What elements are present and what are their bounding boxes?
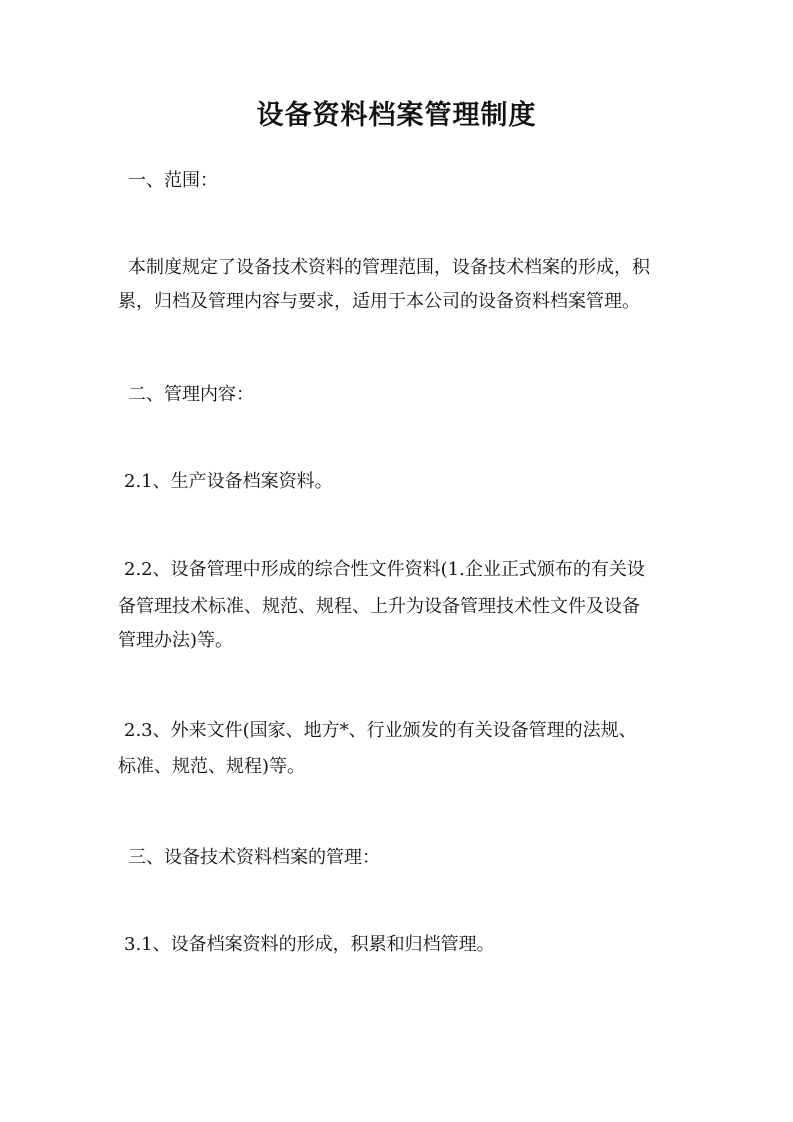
section-heading-archive-management: 三、设备技术资料档案的管理：	[128, 847, 380, 868]
paragraph-line: 2.2、设备管理中形成的综合性文件资料(1.企业正式颁布的有关设	[124, 559, 645, 580]
section-heading-management-content: 二、管理内容：	[128, 384, 254, 405]
paragraph-line: 管理办法)等。	[118, 630, 234, 651]
document-title: 设备资料档案管理制度	[256, 100, 537, 131]
item-2-1: 2.1、生产设备档案资料。	[124, 471, 333, 492]
paragraph-line: 2.3、外来文件(国家、地方*、行业颁发的有关设备管理的法规、	[124, 720, 637, 741]
section-heading-scope: 一、范围：	[128, 170, 218, 191]
paragraph-line: 标准、规范、规程)等。	[118, 756, 306, 777]
paragraph-line: 累，归档及管理内容与要求，适用于本公司的设备资料档案管理。	[118, 291, 640, 312]
paragraph-line: 备管理技术标准、规范、规程、上升为设备管理技术性文件及设备	[118, 596, 640, 617]
item-3-1: 3.1、设备档案资料的形成，积累和归档管理。	[124, 934, 495, 955]
paragraph-line: 本制度规定了设备技术资料的管理范围，设备技术档案的形成，积	[128, 257, 650, 278]
